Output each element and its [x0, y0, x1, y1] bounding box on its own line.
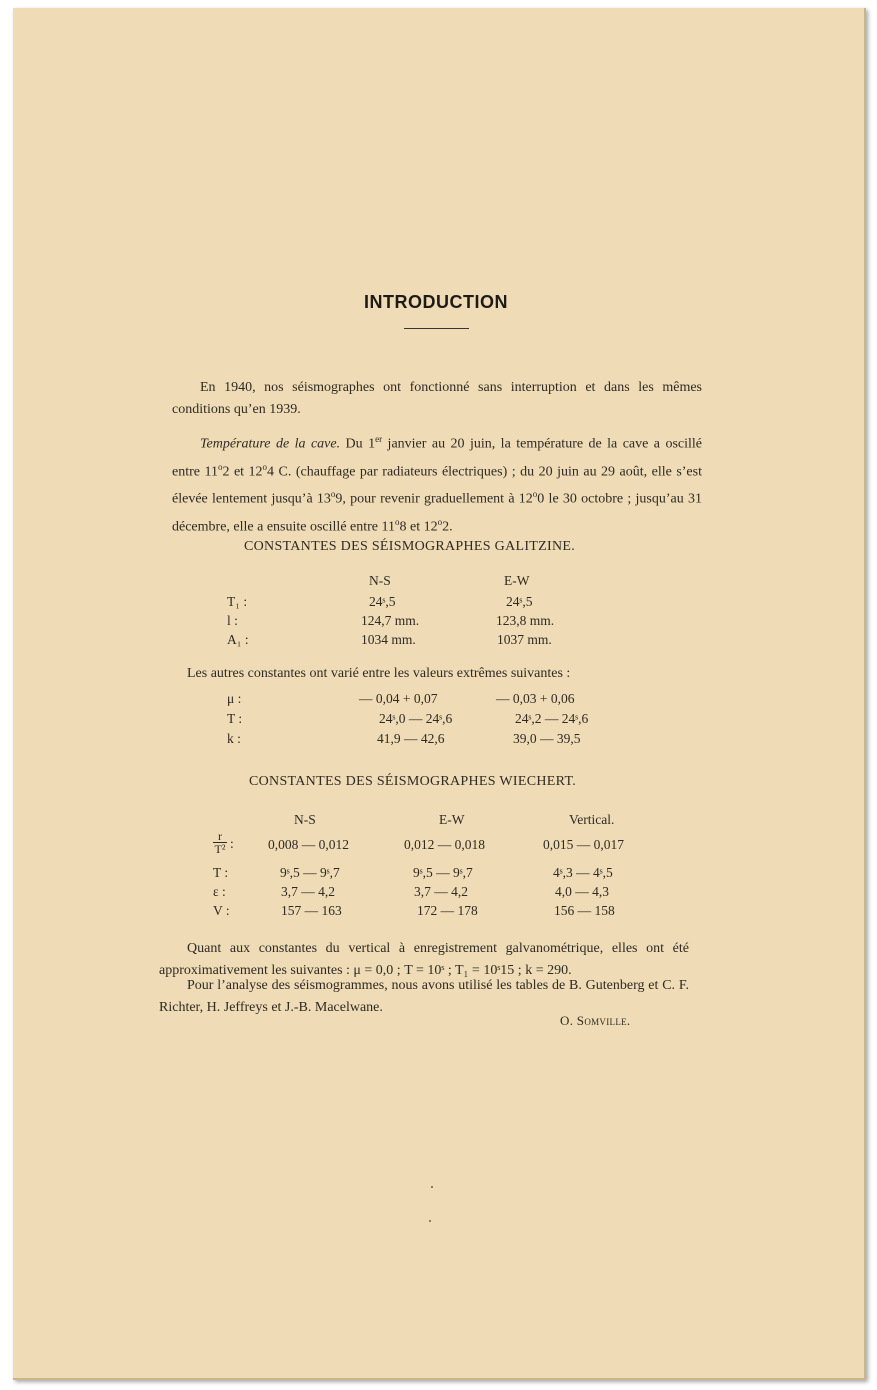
wiechert-cell: 172 — 178 [417, 903, 478, 918]
extremes-cell: 39,0 — 39,5 [513, 731, 581, 746]
galitzine-cell: 124,7 mm. [361, 613, 420, 628]
cave-temperature-paragraph: Température de la cave. Du 1er janvier au 20 juin, la température de la cave a oscillé entre 11$^o$2 et 12$^o$4 C. (chauffage par radiateurs électriques) ; du 20 juin au 29 août, elle s’est élevée lentement jusqu’à 13$^o$9, pour revenir graduellement à 12$^o$0 le 30 octobre ; jusqu’au 31 décembre, elle a ensuite oscillé entre 11$^o$8 et 12$^o$2. [172, 434, 703, 535]
galitzine-heading: CONSTANTES DES SÉISMOGRAPHES GALITZINE. [244, 539, 576, 554]
wiechert-cell: 9ˢ,5 — 9ˢ,7 [413, 865, 473, 880]
page-title: INTRODUCTION [364, 292, 508, 312]
extremes-intro: Les autres constantes ont varié entre les valeurs extrêmes suivantes : [187, 666, 571, 681]
title-divider [404, 328, 469, 329]
wiechert-heading: CONSTANTES DES SÉISMOGRAPHES WIECHERT. [249, 774, 577, 789]
extremes-row-label: k : [227, 731, 241, 746]
author-signature: O. Somville. [560, 1013, 631, 1028]
wiechert-cell: 0,015 — 0,017 [543, 837, 624, 852]
galitzine-cell: 1037 mm. [497, 632, 552, 647]
wiechert-col-ew: E-W [439, 812, 465, 827]
galitzine-col-ns: N-S [369, 573, 391, 588]
wiechert-cell: 0,012 — 0,018 [404, 837, 485, 852]
wiechert-cell: 157 — 163 [281, 903, 342, 918]
galitzine-cell: 123,8 mm. [496, 613, 555, 628]
wiechert-row-label: ε : [213, 884, 226, 899]
cave-temperature-lead: Température de la cave. [200, 436, 341, 452]
vertical-constants-paragraph: Quant aux constantes du vertical à enregistrement galvanométrique, elles ont été approximativement les suivantes : μ = 0,0 ; T = 10ˢ ; T₁ = 10ˢ15 ; k = 290. [159, 941, 689, 978]
paper-sheet [13, 8, 866, 1380]
paper-speck [431, 1186, 433, 1188]
wiechert-row-label: V : [213, 903, 230, 918]
galitzine-col-ew: E-W [504, 573, 530, 588]
extremes-cell: — 0,04 + 0,07 [359, 691, 438, 706]
extremes-cell: — 0,03 + 0,06 [496, 691, 575, 706]
wiechert-col-ns: N-S [294, 812, 316, 827]
wiechert-cell: 4,0 — 4,3 [555, 884, 609, 899]
wiechert-cell: 4ˢ,3 — 4ˢ,5 [553, 865, 613, 880]
wiechert-cell: 0,008 — 0,012 [268, 837, 349, 852]
galitzine-row-label: T₁ : [227, 594, 248, 609]
galitzine-cell: 1034 mm. [361, 632, 416, 647]
wiechert-row-label: T : [213, 865, 229, 880]
galitzine-row-label: A₁ : [227, 632, 249, 647]
galitzine-row-label: l : [227, 613, 238, 628]
paper-speck [429, 1220, 431, 1222]
extremes-cell: 24ˢ,2 — 24ˢ,6 [515, 711, 589, 726]
wiechert-cell: 156 — 158 [554, 903, 615, 918]
galitzine-cell: 24ˢ,5 [369, 594, 396, 609]
wiechert-cell: 3,7 — 4,2 [414, 884, 468, 899]
extremes-cell: 41,9 — 42,6 [377, 731, 445, 746]
tables-paragraph: Pour l’analyse des séismogrammes, nous avons utilisé les tables de B. Gutenberg et C. F. Richter, H. Jeffreys et J.-B. Macelwane. [159, 978, 689, 1015]
fraction-colon: : [230, 836, 234, 851]
wiechert-col-vertical: Vertical. [569, 812, 615, 827]
wiechert-cell: 3,7 — 4,2 [281, 884, 335, 899]
extremes-cell: 24ˢ,0 — 24ˢ,6 [379, 711, 453, 726]
extremes-row-label: μ : [227, 691, 242, 706]
galitzine-cell: 24ˢ,5 [506, 594, 533, 609]
r-over-t2-fraction: $\frac{r}{\text{T²}}$ [214, 829, 226, 856]
extremes-row-label: T : [227, 711, 243, 726]
wiechert-cell: 9ˢ,5 — 9ˢ,7 [280, 865, 340, 880]
intro-paragraph: En 1940, nos séismographes ont fonctionné sans interruption et dans les mêmes conditions qu’en 1939. [172, 380, 702, 417]
